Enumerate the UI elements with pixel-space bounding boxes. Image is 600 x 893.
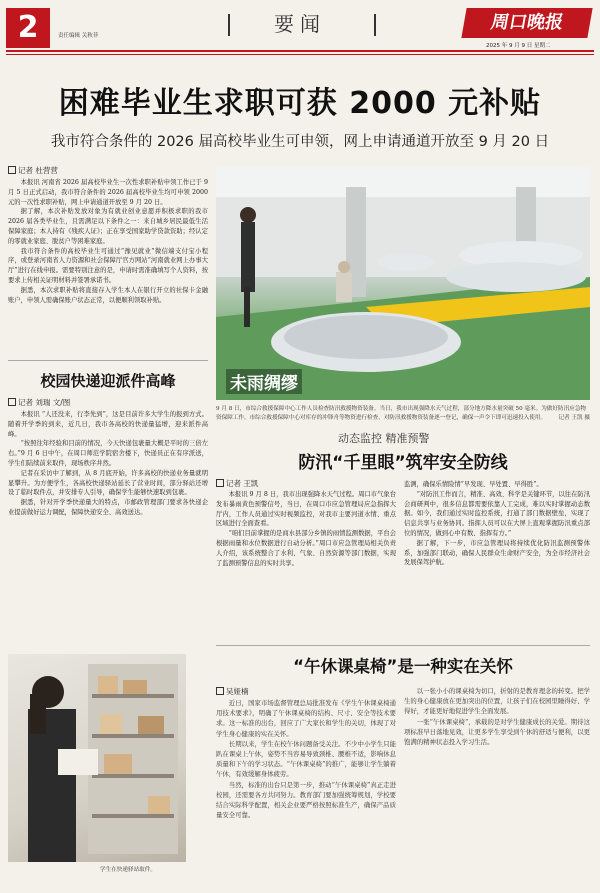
- photo-parcel-station-art: [8, 654, 186, 862]
- campus-photo-caption: 学生在快递驿站取件。: [100, 867, 156, 873]
- lead-paragraph: 据悉，本次求职补贴将直接存入学生本人在银行开立的社保卡金融账户，申领人需确保账户状态正常，以便顺利领取补贴。: [8, 286, 208, 304]
- lead-paragraph: 我市符合条件的高校毕业生可通过“豫见就业”微信端支付宝小程序，或登录河南省人力资源和社会保障厅官方网站“河南就业网上办事大厅”进行在线申报。需要特别注意的是，申请时需准确填写个人资料，按要求上传相关证明材料并签署承诺书。: [8, 247, 208, 284]
- header-rule: [6, 50, 594, 52]
- campus-headline: 校园快递迎派件高峰: [40, 372, 176, 390]
- section-title: 要闻: [274, 12, 326, 36]
- opinion-byline-text: 吴娅楠: [226, 687, 249, 696]
- campus-paragraph: “按照往年经验和目前的情况，今天快递包裹量大概是平时的三倍左右。”9 月 6 日中午，在周口师范学院宿舍楼下，快递员正在有序派送，学生们陆续前来取件，现场秩序井然。: [8, 440, 208, 467]
- photo-parcel-station: [8, 654, 186, 862]
- photo-label: 未雨绸缪: [226, 369, 302, 394]
- opinion-paragraph: 当然，标准的出台只是第一步，推动“午休课桌椅”真正走进校园，还需要各方共同努力。教育部门要加强统筹规划，学校要结合实际科学配置，相关企业要严格按照标准生产，确保产品质量安全可靠。: [216, 780, 396, 820]
- photo-flood-equipment-art: [216, 167, 590, 400]
- opinion-col2: [404, 686, 590, 880]
- flood-story-col1: [216, 490, 396, 638]
- divider: [8, 360, 208, 361]
- flood-headline: 防汛“千里眼”筑牢安全防线: [298, 453, 508, 473]
- flood-paragraph: 本报讯 9 月 8 日，我市出现强降水天气过程。周口市气象台发布暴雨黄色预警信号，当日，在周口市应急管理局应急指挥大厅内，工作人员通过实时视频监控，对我市主要河道水情、重点区域进行全面查看。: [216, 491, 396, 528]
- flood-byline-text: 记者 王凯: [226, 479, 259, 488]
- issue-date: 2025 年 9 月 9 日 星期二: [486, 43, 551, 49]
- opinion-paragraph: 长期以来，学生在校午休问题备受关注。不少中小学生只能趴在课桌上午休，姿势不当容易导致颈椎、腰椎不适，影响休息质量和下午的学习状态。“午休课桌椅”的推广，能够让学生躺着午休，有效缓解身体疲劳。: [216, 739, 396, 779]
- flood-kicker: 动态监控 精准预警: [338, 432, 430, 445]
- flood-byline: [216, 478, 258, 489]
- opinion-paragraph: 以一张小小的课桌椅为切口，折射的是教育理念的转变。把学生的身心健康放在更加突出的位置，让孩子们在校园里睡得好、学得好，才能更好地促进学生全面发展。: [404, 687, 590, 716]
- byline-box-icon: [216, 687, 224, 695]
- lead-byline-text: 记者 杜营营: [18, 166, 58, 175]
- campus-story-body: [8, 410, 208, 648]
- page-number: 2: [6, 8, 50, 48]
- opinion-paragraph: 近日，国家市场监督管理总局批准发布《学生午休课桌椅通用技术要求》，明确了午休课桌椅的结构、尺寸、安全等技术要求。这一标准的出台，回应了广大家长和学生的关切，体现了对学生身心健康的实在关怀。: [216, 699, 396, 738]
- flood-story-col2: [404, 480, 590, 638]
- lead-headline: 困难毕业生求职可获 2000 元补贴: [58, 86, 542, 121]
- header-rule-thin: [6, 54, 594, 55]
- opinion-paragraph: 一张“午休课桌椅”，承载的是对学生健康成长的关爱。期待这项标准早日落地见效，让更多学生享受到午休的舒适与便利，以更饱满的精神状态投入学习生活。: [404, 717, 590, 747]
- opinion-headline: “午休课桌椅”是一种实在关怀: [293, 657, 513, 676]
- campus-paragraph: 记者在采访中了解到，从 8 月底开始，许多高校的快递业务量就明显攀升。为方便学生，各高校快递驿站延长了营业时间，部分驿站还增设了临时取件点，并安排专人引导，确保学生能够快速取到包裹。: [8, 469, 208, 497]
- flood-paragraph: “咱们目前掌握的是商水县部分乡镇的雨情监测数据，平台会根据雨量和水位数据进行自动分析。”周口市应急管理局相关负责人介绍，该系统整合了水利、气象、自然资源等部门数据，实现了监测预警信息的实时共享。: [216, 530, 396, 567]
- opinion-col1: [216, 698, 396, 880]
- editor-credit: 责任编辑 关秋菲: [58, 33, 99, 39]
- campus-paragraph: 本报讯 “人还没来，行李先到”，这是目前许多大学生的报到方式。随着开学季的到来，近几日，我市各高校的快递量猛增，迎来派件高峰。: [8, 411, 208, 438]
- campus-paragraph: 据悉，针对开学季快递量大的特点，市邮政管理部门要求各快递企业提前做好运力调配，保障快递安全、高效送达。: [8, 499, 208, 516]
- flood-paragraph: “对防汛工作而言，精准、高效、科学是关键环节，以往在防汛会商研判中，很多信息都需要依靠人工完成，难以实时掌握动态数据。如今，我们通过实时监控系统，打通了部门数据壁垒，实现了信息共享与业务协同。指挥人员可以在大屏上直观掌握防汛重点部位的情况，做到心中有数、指挥有方。”: [404, 490, 590, 537]
- lead-story-body: [8, 178, 208, 356]
- lead-paragraph: 据了解，本次补贴发放对象为有就业创业意愿并积极求职的我市 2026 届各类毕业生，且需满足以下条件之一：来自城乡居民最低生活保障家庭；本人持有《残疾人证》；正在享受国家助学贷款资助；经认定的零就业家庭、脱贫户等困难家庭。: [8, 208, 208, 245]
- opinion-byline: [216, 686, 249, 697]
- campus-byline-text: 记者 刘瑞 文/图: [18, 398, 71, 407]
- flood-paragraph: 据了解，下一步，市应急管理局将持续优化防汛监测预警体系，加强部门联动，确保人民群众生命财产安全，为全市经济社会发展保驾护航。: [404, 539, 590, 567]
- newspaper-logo: 周口晚报: [461, 8, 592, 38]
- divider: [216, 645, 590, 646]
- flood-paragraph: 监测，确保乐情险情“早发现、早处置、早得胜”。: [404, 481, 543, 488]
- byline-box-icon: [216, 479, 224, 487]
- lead-subheadline: 我市符合条件的 2026 届高校毕业生可申领，网上申请通道开放至 9 月 20 日: [50, 134, 550, 150]
- photo-flood-equipment: [216, 167, 590, 400]
- photo-caption-text: 9 月 8 日，市综合救援保障中心工作人员检查防汛救援物资装备。当日，我市出现强降水天气过程，部分地方降水量突破 50 毫米。为做好防汛应急物资保障工作，市综合救援保障中心对库存的冲锋舟等物资进行检查，对防汛救援物资装备逐一登记，确保一声令下即可迅速投入使用。: [216, 406, 586, 421]
- lead-byline: [8, 165, 58, 176]
- lead-paragraph: 本报讯 河南省 2026 届高校毕业生一次性求职补贴申领工作已于 9 月 5 日正式启动，我市符合条件的 2026 届高校毕业生均可申领 2000 元的一次性求职补贴，网上申请通道开放至 9 月 20 日。: [8, 179, 208, 206]
- byline-box-icon: [8, 398, 16, 406]
- photo-caption: [216, 405, 590, 422]
- byline-box-icon: [8, 166, 16, 174]
- campus-byline: [8, 397, 70, 408]
- photo-credit: 记者 王凯 摄: [558, 414, 590, 421]
